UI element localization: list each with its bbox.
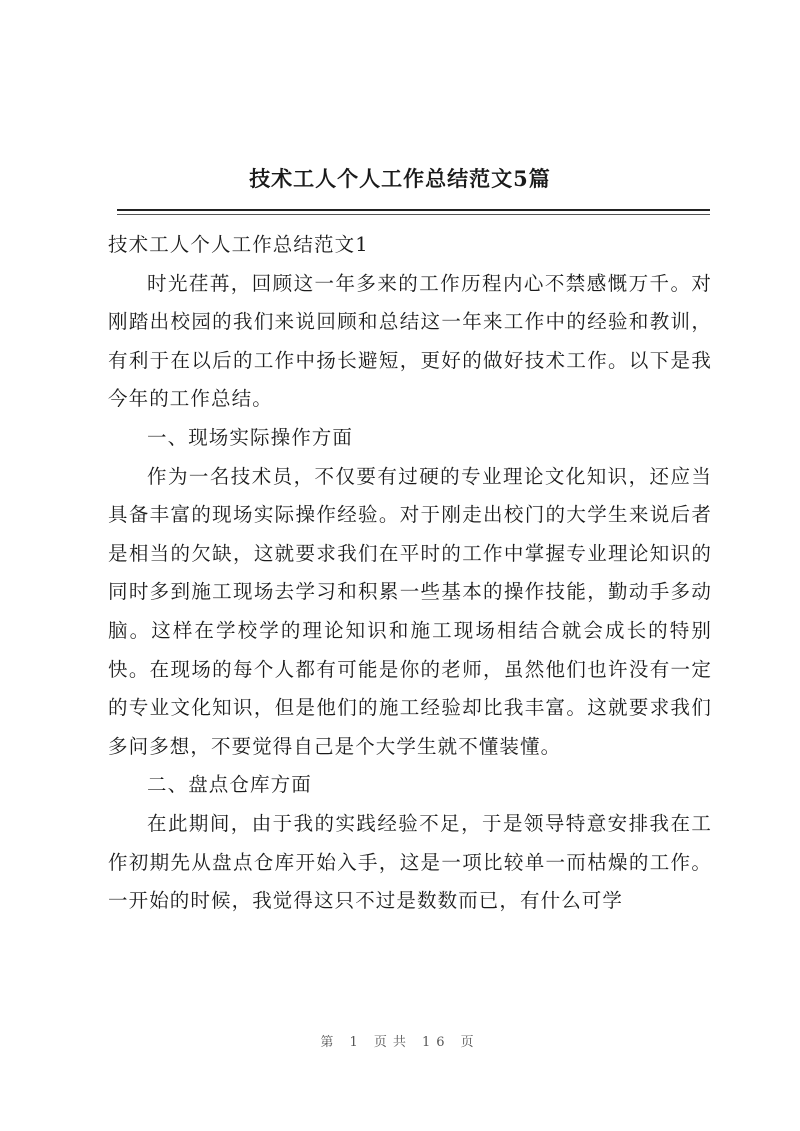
subheading: 二、盘点仓库方面 xyxy=(147,773,312,797)
paragraph: 在此期间，由于我的实践经验不足，于是领导特意安排我在工作初期先从盘点仓库开始入手，这是一项比较单一而枯燥的工作。一开始的时候，我觉得这只不过是数数而已，有什么可学 xyxy=(108,811,712,913)
subheading: 一、现场实际操作方面 xyxy=(147,425,354,449)
section-heading: 技术工人个人工作总结范文1 xyxy=(108,233,369,256)
page-title: 技术工人个人工作总结范文5篇 xyxy=(249,166,551,191)
paragraph: 作为一名技术员，不仅要有过硬的专业理论文化知识，还应当具备丰富的现场实际操作经验。对于刚走出校门的大学生来说后者是相当的欠缺，这就要求我们在平时的工作中掌握专业理论知识的同时多到施工现场去学习和积累一些基本的操作技能，勤动手多动脑。这样在学校学的理论知识和施工现场相结合就会成长的特别快。在现场的每个人都有可能是你的老师，虽然他们也许没有一定的专业文化知识，但是他们的施工经验却比我丰富。这就要求我们多问多想，不要觉得自己是个大学生就不懂装懂。 xyxy=(108,464,712,758)
paragraph: 时光荏苒，回顾这一年多来的工作历程内心不禁感慨万千。对刚踏出校园的我们来说回顾和总结这一年来工作中的经验和教训，有利于在以后的工作中扬长避短，更好的做好技术工作。以下是我今年的工作总结。 xyxy=(108,271,712,411)
page-number-footer: 第 1 页共 16 页 xyxy=(320,1035,480,1050)
title-rule xyxy=(117,209,710,211)
document-body xyxy=(108,226,712,921)
title-rule-thin xyxy=(117,214,710,215)
